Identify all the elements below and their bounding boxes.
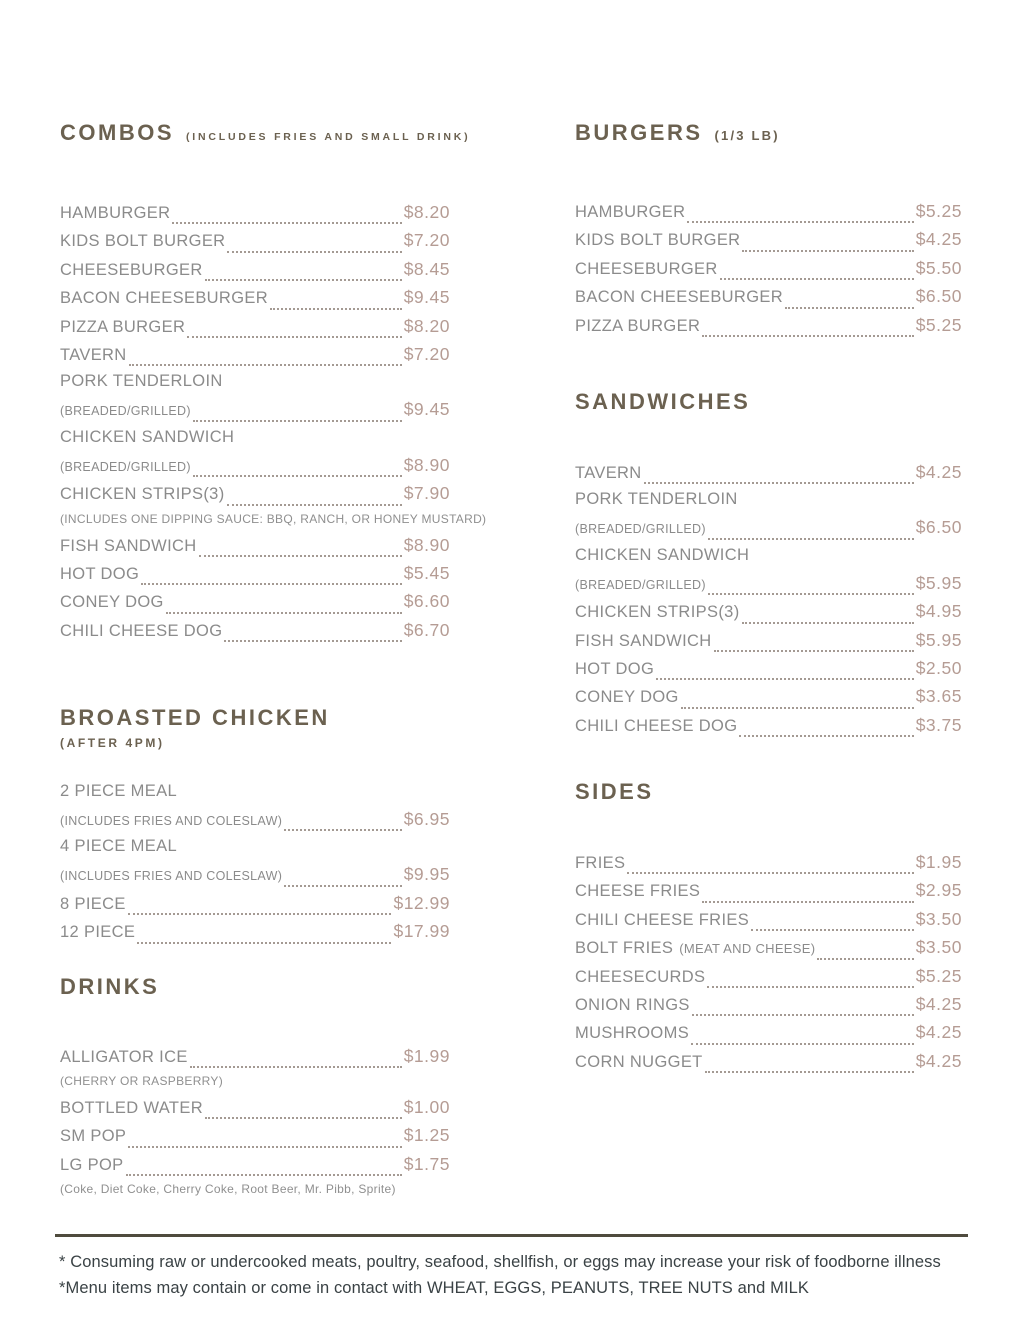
dotted-leader bbox=[702, 901, 913, 903]
item-price: $12.99 bbox=[393, 892, 450, 913]
menu-item-row bbox=[60, 1125, 450, 1153]
menu-item-row bbox=[575, 258, 962, 286]
section-subtitle: (AFTER 4PM) bbox=[60, 736, 165, 751]
section-title-text: DRINKS bbox=[60, 973, 160, 999]
dotted-leader bbox=[702, 335, 913, 337]
menu-item-row bbox=[575, 994, 962, 1022]
section-items bbox=[60, 1046, 450, 1206]
menu-item-row bbox=[60, 837, 450, 864]
item-name: 8 PIECE bbox=[60, 894, 126, 913]
dotted-leader bbox=[193, 420, 402, 422]
item-price: $9.45 bbox=[403, 399, 450, 420]
dotted-leader bbox=[166, 612, 402, 614]
item-name: TAVERN bbox=[60, 345, 127, 364]
item-price: $6.95 bbox=[403, 809, 450, 830]
item-price: $9.95 bbox=[403, 864, 450, 885]
dotted-leader bbox=[141, 583, 402, 585]
section-title-text: BURGERS bbox=[575, 120, 703, 145]
item-name: BOLT FRIES bbox=[575, 939, 674, 958]
item-name: CHILI CHEESE DOG bbox=[575, 716, 738, 735]
menu-item-row bbox=[60, 782, 450, 809]
item-note: (CHERRY OR RASPBERRY) bbox=[60, 1074, 224, 1089]
dotted-leader bbox=[129, 364, 402, 366]
section-items bbox=[575, 462, 962, 743]
item-name: HAMBURGER bbox=[575, 203, 686, 221]
item-name: FISH SANDWICH bbox=[575, 631, 712, 650]
menu-section-drinks bbox=[60, 972, 450, 1206]
item-name: CONEY DOG bbox=[60, 593, 164, 612]
menu-item-row bbox=[60, 535, 450, 563]
dotted-leader bbox=[187, 336, 401, 338]
item-price: $8.90 bbox=[403, 534, 450, 555]
menu-item-row bbox=[575, 1051, 962, 1079]
dotted-leader bbox=[190, 1066, 402, 1068]
menu-item-row bbox=[60, 259, 450, 287]
menu-item-row bbox=[60, 1097, 450, 1125]
item-name: CHEESECURDS bbox=[575, 967, 706, 986]
item-subname: (INCLUDES FRIES AND COLESLAW) bbox=[60, 869, 283, 884]
dotted-leader bbox=[128, 1146, 401, 1148]
dotted-leader bbox=[205, 1117, 402, 1119]
item-name: MUSHROOMS bbox=[575, 1024, 690, 1043]
item-name: CHICKEN STRIPS(3) bbox=[575, 603, 740, 622]
item-name: CHICKEN SANDWICH bbox=[60, 427, 235, 446]
dotted-leader bbox=[137, 942, 391, 944]
section-title bbox=[60, 118, 471, 152]
item-name: HAMBURGER bbox=[60, 204, 171, 222]
item-price: $6.70 bbox=[403, 619, 450, 640]
dotted-leader bbox=[708, 593, 914, 595]
item-price: $6.60 bbox=[403, 591, 450, 612]
menu-item-row bbox=[60, 483, 450, 511]
dotted-leader bbox=[205, 279, 402, 281]
dotted-leader bbox=[707, 986, 913, 988]
menu-item-row bbox=[60, 287, 450, 315]
menu-footer bbox=[55, 1234, 968, 1301]
section-title-text: COMBOS bbox=[60, 120, 174, 145]
item-price: $5.50 bbox=[915, 257, 962, 278]
item-name: TAVERN bbox=[575, 463, 642, 482]
menu-item-row bbox=[575, 201, 962, 229]
menu-item-row bbox=[575, 686, 962, 714]
menu-section-broasted-chicken bbox=[60, 703, 450, 950]
dotted-leader bbox=[284, 829, 402, 831]
item-price: $3.50 bbox=[915, 908, 962, 929]
item-price: $2.50 bbox=[915, 657, 962, 678]
item-name: FRIES bbox=[575, 854, 626, 873]
menu-item-row bbox=[60, 399, 450, 427]
menu-item-row bbox=[575, 966, 962, 994]
menu-item-row bbox=[575, 229, 962, 257]
item-price: $9.45 bbox=[403, 287, 450, 308]
section-title bbox=[575, 118, 962, 151]
menu-item-row bbox=[60, 620, 450, 648]
dotted-leader bbox=[270, 308, 402, 310]
item-subname: (BREADED/GRILLED) bbox=[60, 404, 191, 419]
dotted-leader bbox=[172, 222, 401, 224]
item-price: $4.25 bbox=[915, 994, 962, 1015]
footer-disclaimer-line1: * Consuming raw or undercooked meats, poultry, seafood, shellfish, or eggs may increase your risk of foodborne illness bbox=[59, 1253, 941, 1271]
item-name: CHILI CHEESE DOG bbox=[60, 621, 223, 640]
item-price: $5.25 bbox=[915, 201, 962, 221]
item-name: BACON CHEESEBURGER bbox=[575, 288, 784, 307]
dotted-leader bbox=[656, 678, 914, 680]
item-subname: (BREADED/GRILLED) bbox=[575, 577, 706, 592]
menu-item-row bbox=[575, 490, 962, 517]
menu-item-row bbox=[60, 344, 450, 372]
menu-item-row bbox=[575, 1022, 962, 1050]
menu-item-row bbox=[60, 202, 450, 230]
dotted-leader bbox=[691, 1043, 914, 1045]
section-items bbox=[60, 782, 450, 950]
item-price: $4.25 bbox=[915, 461, 962, 482]
item-subname: (BREADED/GRILLED) bbox=[60, 459, 191, 474]
menu-item-row bbox=[575, 573, 962, 601]
section-items bbox=[575, 852, 962, 1079]
dotted-leader bbox=[284, 885, 402, 887]
menu-item-row bbox=[575, 937, 962, 965]
item-name: BOTTLED WATER bbox=[60, 1099, 203, 1118]
item-price: $3.75 bbox=[915, 714, 962, 735]
item-price: $17.99 bbox=[393, 921, 450, 942]
item-price: $1.75 bbox=[403, 1153, 450, 1174]
menu-item-row bbox=[60, 591, 450, 619]
dotted-leader bbox=[681, 707, 914, 709]
item-name: 2 PIECE MEAL bbox=[60, 782, 177, 801]
item-price: $5.95 bbox=[915, 572, 962, 593]
dotted-leader bbox=[227, 504, 402, 506]
item-price: $1.00 bbox=[403, 1097, 450, 1118]
section-title-text: BROASTED CHICKEN bbox=[60, 705, 330, 731]
item-name: KIDS BOLT BURGER bbox=[60, 232, 226, 251]
item-name: CHILI CHEESE FRIES bbox=[575, 910, 750, 929]
menu-item-row bbox=[575, 630, 962, 658]
menu-item-row bbox=[575, 880, 962, 908]
menu-item-row bbox=[60, 230, 450, 258]
dotted-leader bbox=[817, 958, 913, 960]
item-price: $8.45 bbox=[403, 258, 450, 279]
item-name: ONION RINGS bbox=[575, 996, 690, 1015]
dotted-leader bbox=[708, 538, 914, 540]
item-name: FISH SANDWICH bbox=[60, 536, 197, 555]
menu-item-row bbox=[575, 909, 962, 937]
menu-item-row bbox=[60, 864, 450, 892]
item-price: $7.20 bbox=[403, 343, 450, 364]
item-subname: (BREADED/GRILLED) bbox=[575, 522, 706, 537]
item-name: LG POP bbox=[60, 1155, 124, 1174]
item-price: $5.25 bbox=[915, 965, 962, 986]
menu-item-row bbox=[575, 715, 962, 743]
menu-section-sides bbox=[575, 777, 962, 1079]
menu-item-row bbox=[575, 546, 962, 573]
dotted-leader bbox=[199, 555, 402, 557]
menu-section-sandwiches bbox=[575, 387, 962, 743]
item-price: $3.65 bbox=[915, 686, 962, 707]
item-price: $1.99 bbox=[403, 1045, 450, 1066]
item-name: CHEESEBURGER bbox=[575, 259, 718, 278]
menu-item-row bbox=[575, 286, 962, 314]
item-price: $7.20 bbox=[403, 230, 450, 251]
item-name: PIZZA BURGER bbox=[575, 316, 701, 335]
section-items bbox=[60, 202, 487, 648]
item-name: SM POP bbox=[60, 1127, 127, 1146]
menu-item-row bbox=[60, 563, 450, 591]
menu-column-right bbox=[575, 118, 962, 1205]
item-name: KIDS BOLT BURGER bbox=[575, 231, 741, 250]
dotted-leader bbox=[705, 1071, 914, 1073]
section-subtitle: (INCLUDES FRIES AND SMALL DRINK) bbox=[186, 131, 471, 143]
menu-item-row bbox=[60, 921, 450, 949]
item-name: CHICKEN SANDWICH bbox=[575, 545, 750, 564]
section-title-text: SANDWICHES bbox=[575, 388, 751, 414]
item-price: $6.50 bbox=[915, 286, 962, 307]
menu-item-row bbox=[575, 852, 962, 880]
menu-item-row bbox=[575, 601, 962, 629]
dotted-leader bbox=[720, 278, 914, 280]
item-price: $5.95 bbox=[915, 629, 962, 650]
footer-divider bbox=[55, 1234, 968, 1237]
item-name: HOT DOG bbox=[575, 659, 655, 678]
item-price: $4.95 bbox=[915, 601, 962, 622]
section-title bbox=[575, 777, 962, 807]
dotted-leader bbox=[224, 640, 401, 642]
item-subname: (INCLUDES FRIES AND COLESLAW) bbox=[60, 814, 283, 829]
item-price: $4.25 bbox=[915, 229, 962, 250]
menu-item-row bbox=[60, 893, 450, 921]
menu-item-row bbox=[575, 315, 962, 343]
item-price: $1.95 bbox=[915, 852, 962, 873]
menu-item-row bbox=[60, 428, 450, 455]
dotted-leader bbox=[128, 913, 392, 915]
dotted-leader bbox=[193, 475, 402, 477]
menu-item-row bbox=[60, 316, 450, 344]
item-name: PIZZA BURGER bbox=[60, 317, 186, 336]
item-price: $4.25 bbox=[915, 1050, 962, 1071]
menu-item-row bbox=[60, 809, 450, 837]
item-name: CHEESE FRIES bbox=[575, 882, 701, 901]
item-name: 12 PIECE bbox=[60, 923, 136, 942]
dotted-leader bbox=[692, 1014, 914, 1016]
dotted-leader bbox=[644, 482, 914, 484]
menu-item-row bbox=[60, 372, 450, 399]
dotted-leader bbox=[742, 622, 914, 624]
item-note: (INCLUDES ONE DIPPING SAUCE: BBQ, RANCH, OR HONEY MUSTARD) bbox=[60, 511, 487, 526]
menu-item-row bbox=[60, 455, 450, 483]
item-name: CORN NUGGET bbox=[575, 1052, 703, 1071]
item-price: $8.90 bbox=[403, 454, 450, 475]
item-price: $7.90 bbox=[403, 483, 450, 504]
item-name: CHICKEN STRIPS(3) bbox=[60, 485, 225, 504]
item-price: $8.20 bbox=[403, 202, 450, 222]
section-title bbox=[60, 703, 450, 733]
menu-item-row bbox=[575, 658, 962, 686]
item-note: (Coke, Diet Coke, Cherry Coke, Root Beer, Mr. Pibb, Sprite) bbox=[60, 1182, 396, 1197]
item-price: $2.95 bbox=[915, 880, 962, 901]
dotted-leader bbox=[687, 221, 913, 223]
item-price: $5.25 bbox=[915, 314, 962, 335]
footer-disclaimer-line2: *Menu items may contain or come in contact with WHEAT, EGGS, PEANUTS, TREE NUTS and MILK bbox=[59, 1279, 810, 1297]
dotted-leader bbox=[751, 929, 914, 931]
menu-item-row bbox=[575, 462, 962, 490]
item-price: $1.25 bbox=[403, 1125, 450, 1146]
menu-item-row bbox=[60, 1154, 450, 1182]
dotted-leader bbox=[785, 307, 914, 309]
dotted-leader bbox=[742, 250, 913, 252]
item-name-suffix: (MEAT AND CHEESE) bbox=[679, 941, 816, 957]
menu-item-row bbox=[575, 517, 962, 545]
item-name: PORK TENDERLOIN bbox=[60, 372, 223, 391]
item-price: $3.50 bbox=[915, 937, 962, 958]
menu-section-burgers bbox=[575, 118, 962, 343]
menu-column-left bbox=[60, 118, 487, 1205]
dotted-leader bbox=[126, 1174, 402, 1176]
section-title bbox=[60, 972, 450, 1002]
menu-section-combos bbox=[60, 118, 487, 648]
item-name: BACON CHEESEBURGER bbox=[60, 289, 269, 308]
item-price: $4.25 bbox=[915, 1022, 962, 1043]
dotted-leader bbox=[227, 251, 401, 253]
item-price: $5.45 bbox=[403, 562, 450, 583]
dotted-leader bbox=[714, 650, 914, 652]
section-items bbox=[575, 201, 962, 343]
item-name: HOT DOG bbox=[60, 564, 140, 583]
dotted-leader bbox=[739, 735, 913, 737]
item-name: 4 PIECE MEAL bbox=[60, 837, 177, 856]
section-title-text: SIDES bbox=[575, 779, 654, 805]
item-price: $6.50 bbox=[915, 517, 962, 538]
dotted-leader bbox=[627, 872, 913, 874]
menu-item-row bbox=[60, 1046, 450, 1074]
item-name: CONEY DOG bbox=[575, 688, 679, 707]
item-name: PORK TENDERLOIN bbox=[575, 490, 738, 509]
item-name: ALLIGATOR ICE bbox=[60, 1047, 188, 1066]
section-title bbox=[575, 387, 962, 417]
item-name: CHEESEBURGER bbox=[60, 260, 203, 279]
section-subtitle: (1/3 LB) bbox=[714, 128, 780, 143]
item-price: $8.20 bbox=[403, 315, 450, 336]
